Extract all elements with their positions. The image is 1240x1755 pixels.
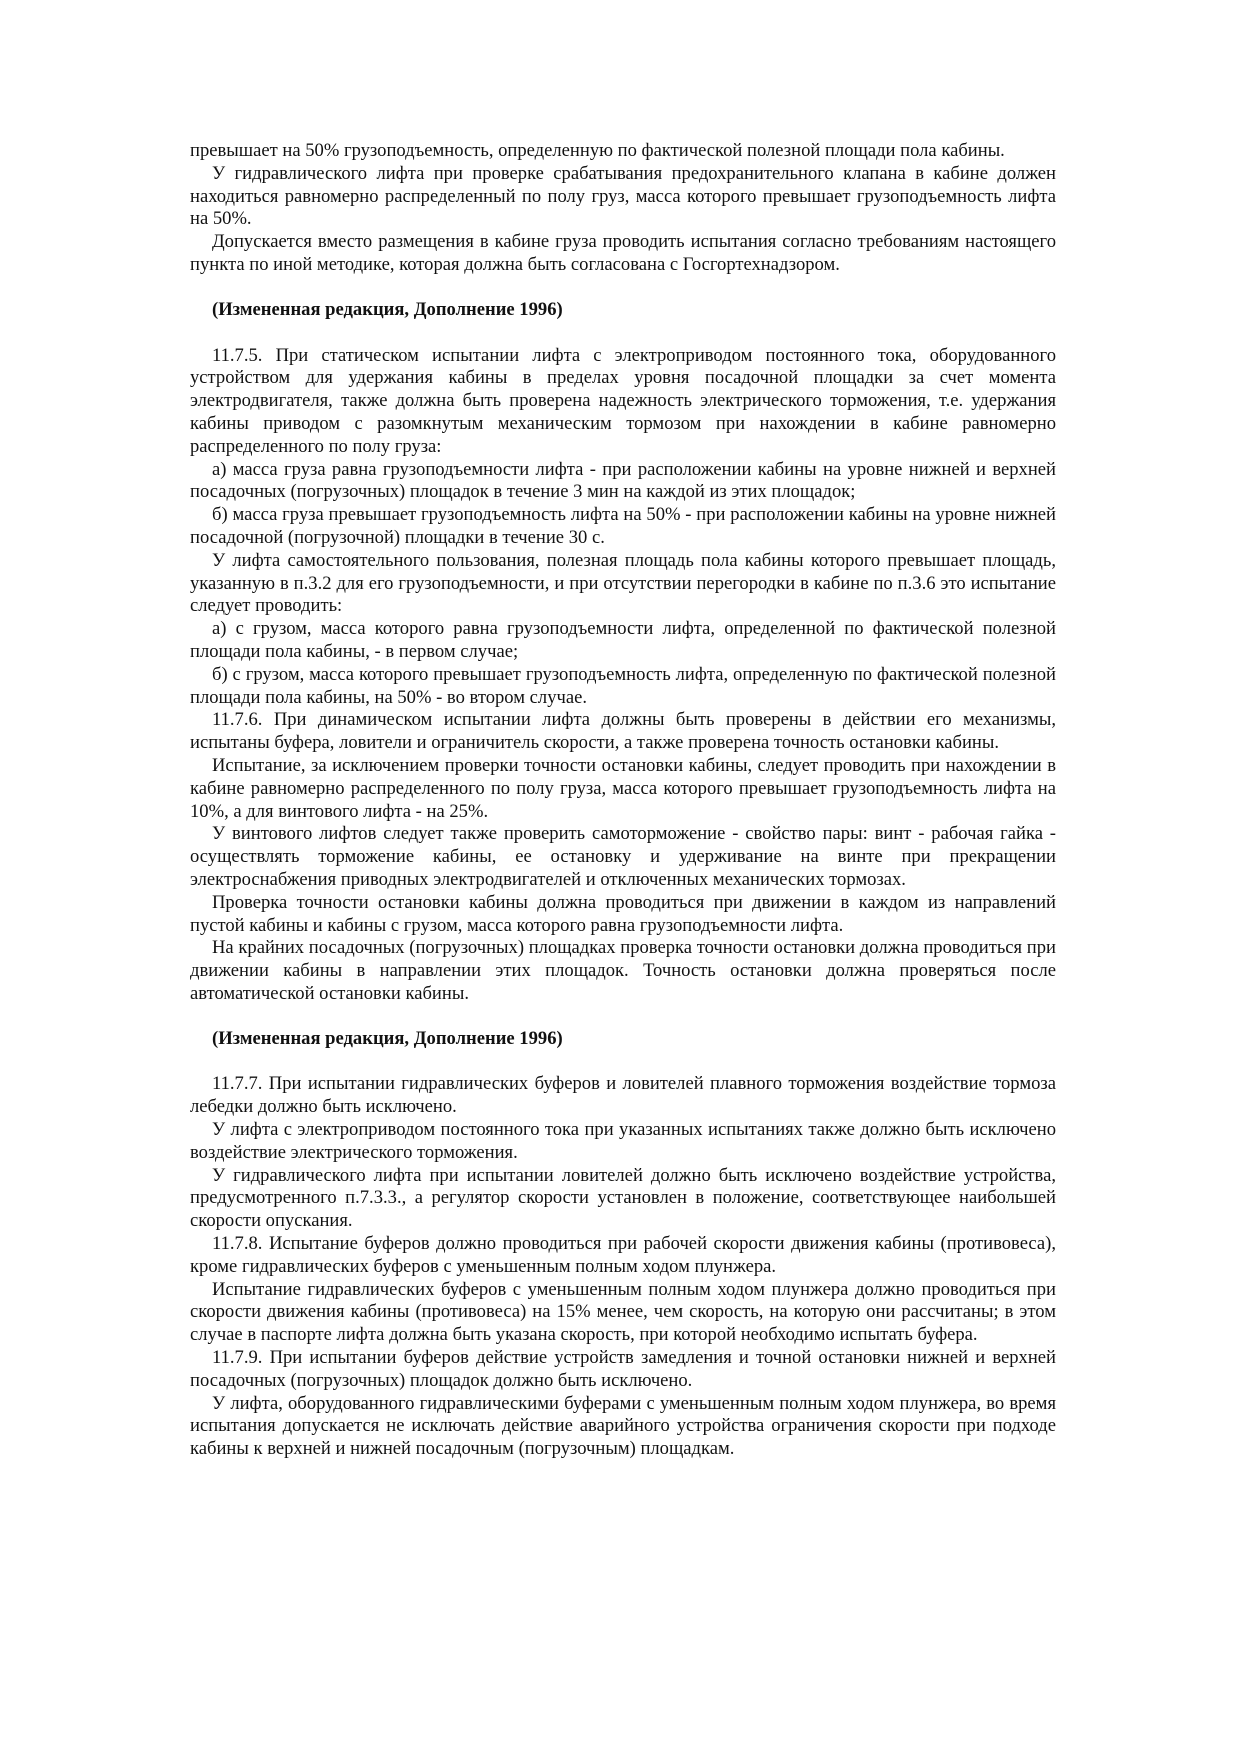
clause-11-7-9: 11.7.9. При испытании буферов действие устройств замедления и точной остановки нижней и верхней посадочных (погрузочных) площадок должно быть исключено. <box>190 1347 1056 1391</box>
clause-11-7-7: 11.7.7. При испытании гидравлических буферов и ловителей плавного торможения воздействие тормоза лебедки должно быть исключено. <box>190 1073 1056 1118</box>
paragraph: Допускается вместо размещения в кабине груза проводить испытания согласно требованиям настоящего пункта по иной методике, которая должна быть согласована с Госгортехнадзором. <box>190 231 1056 275</box>
list-item: а) масса груза равна грузоподъемности лифта - при расположении кабины на уровне нижней и верхней посадочных (погрузочных) площадок в течение 3 мин на каждой из этих площадок; <box>190 458 1056 503</box>
paragraph: У лифта с электроприводом постоянного тока при указанных испытаниях также должно быть исключено воздействие электрического торможения. <box>190 1119 1056 1163</box>
revision-note-heading: (Измененная редакция, Дополнение 1996) <box>212 298 563 320</box>
clause-11-7-6: 11.7.6. При динамическом испытании лифта должны быть проверены в действии его механизмы, испытаны буфера, ловители и ограничитель скорости, а также проверена точность остановки кабины. <box>190 709 1056 754</box>
paragraph: У гидравлического лифта при проверке срабатывания предохранительного клапана в кабине должен находиться равномерно распределенный по полу груз, масса которого превышает грузоподъемность лифта на 50%. <box>190 162 1056 230</box>
paragraph: Испытание гидравлических буферов с уменьшенным полным ходом плунжера должно проводиться при скорости движения кабины (противовеса) на 15% менее, чем скорость, на которую они рассчитаны; в этом случае в паспорте лифта должна быть указана скорость, при которой необходимо испытать буфера. <box>190 1278 1056 1346</box>
list-item: б) с грузом, масса которого превышает грузоподъемность лифта, определенную по фактической полезной площади пола кабины, на 50% - во втором случае. <box>190 663 1056 708</box>
clause-11-7-5: 11.7.5. При статическом испытании лифта с электроприводом постоянного тока, оборудованного устройством для удержания кабины в пределах уровня посадочной площадки за счет момента электродвигателя, также должна быть проверена надежность электрического торможения, т.е. удержания кабины приводом с разомкнутым механическим тормозом при нахождении в кабине равномерно распределенного по полу груза: <box>190 344 1056 457</box>
paragraph: У лифта самостоятельного пользования, полезная площадь пола кабины которого превышает площадь, указанную в п.3.2 для его грузоподъемности, и при отсутствии перегородки в кабине по п.3.6 это испытание следует проводить: <box>190 549 1056 617</box>
paragraph: У лифта, оборудованного гидравлическими буферами с уменьшенным полным ходом плунжера, во время испытания допускается не исключать действие аварийного устройства ограничения скорости при подходе кабины к верхней и нижней посадочным (погрузочным) площадкам. <box>190 1392 1056 1460</box>
paragraph: превышает на 50% грузоподъемность, определенную по фактической полезной площади пола кабины. <box>190 140 1005 161</box>
paragraph: Проверка точности остановки кабины должна проводиться при движении в каждом из направлений пустой кабины и кабины с грузом, масса которого равна грузоподъемности лифта. <box>190 891 1056 936</box>
clause-11-7-8: 11.7.8. Испытание буферов должно проводиться при рабочей скорости движения кабины (противовеса), кроме гидравлических буферов с уменьшенным полным ходом плунжера. <box>190 1233 1056 1277</box>
paragraph: У гидравлического лифта при испытании ловителей должно быть исключено воздействие устройства, предусмотренного п.7.3.3., а регулятор скорости установлен в положение, соответствующее наибольшей скорости опускания. <box>190 1164 1056 1232</box>
list-item: б) масса груза превышает грузоподъемность лифта на 50% - при расположении кабины на уровне нижней посадочной (погрузочной) площадки в течение 30 с. <box>190 504 1056 548</box>
revision-note-heading: (Измененная редакция, Дополнение 1996) <box>212 1027 563 1049</box>
list-item: а) с грузом, масса которого равна грузоподъемности лифта, определенной по фактической полезной площади пола кабины, - в первом случае; <box>190 618 1056 662</box>
paragraph: У винтового лифтов следует также проверить самоторможение - свойство пары: винт - рабочая гайка - осуществлять торможение кабины, ее остановку и удерживание на винте при прекращении электроснабжения приводных электродвигателей и отключенных механических тормозах. <box>190 823 1056 890</box>
paragraph: На крайних посадочных (погрузочных) площадках проверка точности остановки должна проводиться при движении кабины в направлении этих площадок. Точность остановки должна проверяться после автоматической остановки кабины. <box>190 937 1056 1004</box>
paragraph: Испытание, за исключением проверки точности остановки кабины, следует проводить при нахождении в кабине равномерно распределенного по полу груза, масса которого превышает грузоподъемность лифта на 10%, а для винтового лифта - на 25%. <box>190 754 1056 822</box>
